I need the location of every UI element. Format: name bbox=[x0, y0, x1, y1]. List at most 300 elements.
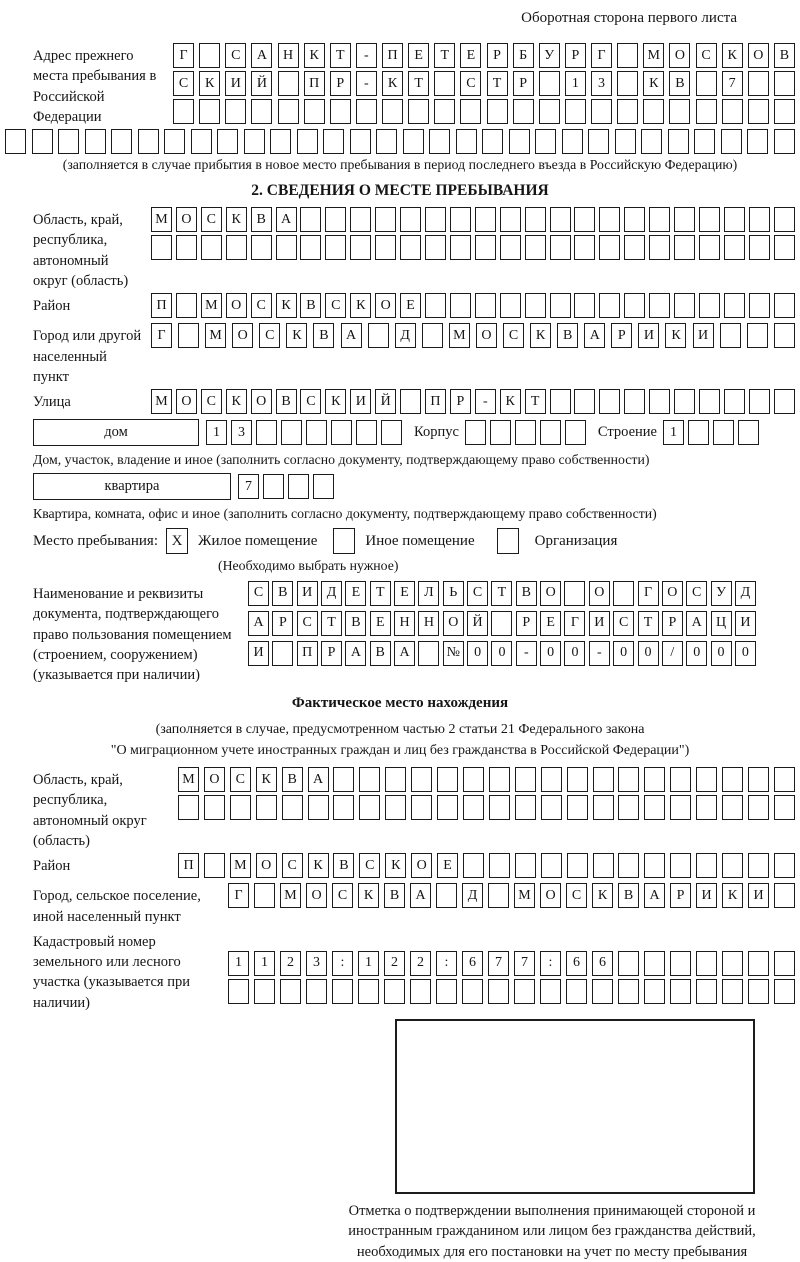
char-cell[interactable]: Е bbox=[437, 853, 458, 878]
char-cell[interactable] bbox=[774, 293, 795, 318]
char-cell[interactable] bbox=[350, 207, 371, 232]
char-cell[interactable]: Г bbox=[638, 581, 659, 606]
char-cell[interactable] bbox=[515, 853, 536, 878]
char-cell[interactable] bbox=[774, 767, 795, 792]
char-cell[interactable]: И bbox=[297, 581, 318, 606]
char-cell[interactable] bbox=[649, 293, 670, 318]
char-cell[interactable]: 0 bbox=[467, 641, 488, 666]
char-cell[interactable]: : bbox=[332, 951, 353, 976]
char-cell[interactable]: И bbox=[735, 611, 756, 636]
char-cell[interactable]: № bbox=[443, 641, 464, 666]
char-cell[interactable] bbox=[774, 99, 795, 124]
char-cell[interactable] bbox=[254, 883, 275, 908]
char-cell[interactable]: А bbox=[308, 767, 329, 792]
char-cell[interactable] bbox=[381, 420, 402, 445]
char-cell[interactable]: И bbox=[748, 883, 769, 908]
char-cell[interactable] bbox=[201, 235, 222, 260]
char-cell[interactable]: - bbox=[516, 641, 537, 666]
char-cell[interactable]: В bbox=[774, 43, 795, 68]
char-cell[interactable] bbox=[515, 420, 536, 445]
char-cell[interactable]: Р bbox=[513, 71, 534, 96]
char-cell[interactable] bbox=[333, 795, 354, 820]
char-cell[interactable]: О bbox=[306, 883, 327, 908]
char-cell[interactable]: К bbox=[385, 853, 406, 878]
char-cell[interactable] bbox=[722, 853, 743, 878]
char-cell[interactable] bbox=[774, 235, 795, 260]
char-cell[interactable] bbox=[599, 235, 620, 260]
char-cell[interactable] bbox=[618, 951, 639, 976]
char-cell[interactable]: С bbox=[259, 323, 280, 348]
char-cell[interactable]: О bbox=[662, 581, 683, 606]
char-cell[interactable] bbox=[230, 795, 251, 820]
char-cell[interactable] bbox=[644, 979, 665, 1004]
char-cell[interactable]: 6 bbox=[462, 951, 483, 976]
char-cell[interactable]: О bbox=[443, 611, 464, 636]
char-cell[interactable] bbox=[410, 979, 431, 1004]
char-cell[interactable]: А bbox=[584, 323, 605, 348]
char-cell[interactable]: 7 bbox=[514, 951, 535, 976]
char-cell[interactable] bbox=[434, 71, 455, 96]
char-cell[interactable] bbox=[450, 293, 471, 318]
char-cell[interactable]: 1 bbox=[663, 420, 684, 445]
char-cell[interactable] bbox=[323, 129, 344, 154]
char-cell[interactable] bbox=[300, 235, 321, 260]
char-cell[interactable]: И bbox=[350, 389, 371, 414]
char-cell[interactable] bbox=[748, 795, 769, 820]
char-cell[interactable] bbox=[331, 420, 352, 445]
char-cell[interactable] bbox=[514, 979, 535, 1004]
char-cell[interactable] bbox=[436, 883, 457, 908]
char-cell[interactable] bbox=[475, 207, 496, 232]
char-cell[interactable]: И bbox=[225, 71, 246, 96]
char-cell[interactable]: 7 bbox=[722, 71, 743, 96]
char-cell[interactable] bbox=[574, 293, 595, 318]
char-cell[interactable] bbox=[540, 979, 561, 1004]
char-cell[interactable]: И bbox=[638, 323, 659, 348]
char-cell[interactable]: В bbox=[272, 581, 293, 606]
char-cell[interactable]: О bbox=[589, 581, 610, 606]
char-cell[interactable] bbox=[624, 389, 645, 414]
char-cell[interactable]: 0 bbox=[613, 641, 634, 666]
char-cell[interactable] bbox=[164, 129, 185, 154]
char-cell[interactable]: Т bbox=[330, 43, 351, 68]
char-cell[interactable] bbox=[176, 235, 197, 260]
char-cell[interactable] bbox=[487, 99, 508, 124]
char-cell[interactable]: К bbox=[382, 71, 403, 96]
char-cell[interactable]: П bbox=[178, 853, 199, 878]
char-cell[interactable] bbox=[748, 951, 769, 976]
char-cell[interactable]: П bbox=[382, 43, 403, 68]
char-cell[interactable]: О bbox=[748, 43, 769, 68]
char-cell[interactable] bbox=[649, 389, 670, 414]
char-cell[interactable] bbox=[288, 474, 309, 499]
char-cell[interactable] bbox=[615, 129, 636, 154]
char-cell[interactable]: К bbox=[226, 389, 247, 414]
char-cell[interactable]: С bbox=[332, 883, 353, 908]
char-cell[interactable]: С bbox=[248, 581, 269, 606]
char-cell[interactable]: 1 bbox=[228, 951, 249, 976]
char-cell[interactable]: Е bbox=[370, 611, 391, 636]
char-cell[interactable] bbox=[668, 129, 689, 154]
char-cell[interactable]: С bbox=[173, 71, 194, 96]
char-cell[interactable] bbox=[32, 129, 53, 154]
char-cell[interactable] bbox=[696, 71, 717, 96]
char-cell[interactable]: Р bbox=[450, 389, 471, 414]
char-cell[interactable] bbox=[280, 979, 301, 1004]
char-cell[interactable] bbox=[617, 99, 638, 124]
char-cell[interactable] bbox=[313, 474, 334, 499]
char-cell[interactable] bbox=[748, 979, 769, 1004]
char-cell[interactable]: С bbox=[566, 883, 587, 908]
char-cell[interactable] bbox=[774, 795, 795, 820]
char-cell[interactable]: М bbox=[151, 389, 172, 414]
char-cell[interactable] bbox=[541, 767, 562, 792]
char-cell[interactable] bbox=[199, 99, 220, 124]
char-cell[interactable] bbox=[376, 129, 397, 154]
char-cell[interactable] bbox=[592, 979, 613, 1004]
char-cell[interactable] bbox=[566, 979, 587, 1004]
char-cell[interactable] bbox=[429, 129, 450, 154]
char-cell[interactable]: Т bbox=[321, 611, 342, 636]
char-cell[interactable] bbox=[254, 979, 275, 1004]
char-cell[interactable] bbox=[550, 207, 571, 232]
char-cell[interactable]: К bbox=[325, 389, 346, 414]
char-cell[interactable] bbox=[724, 207, 745, 232]
char-cell[interactable] bbox=[722, 951, 743, 976]
char-cell[interactable]: И bbox=[248, 641, 269, 666]
apartment-box[interactable]: квартира bbox=[33, 473, 231, 500]
char-cell[interactable]: А bbox=[394, 641, 415, 666]
char-cell[interactable] bbox=[356, 99, 377, 124]
char-cell[interactable]: С bbox=[460, 71, 481, 96]
stay-type-checkbox-organization[interactable] bbox=[497, 528, 519, 554]
char-cell[interactable] bbox=[500, 293, 521, 318]
char-cell[interactable]: К bbox=[304, 43, 325, 68]
char-cell[interactable]: У bbox=[539, 43, 560, 68]
char-cell[interactable] bbox=[226, 235, 247, 260]
char-cell[interactable]: Т bbox=[491, 581, 512, 606]
char-cell[interactable] bbox=[482, 129, 503, 154]
char-cell[interactable]: С bbox=[300, 389, 321, 414]
char-cell[interactable]: 2 bbox=[280, 951, 301, 976]
char-cell[interactable] bbox=[565, 420, 586, 445]
char-cell[interactable] bbox=[618, 795, 639, 820]
char-cell[interactable] bbox=[774, 853, 795, 878]
char-cell[interactable] bbox=[525, 235, 546, 260]
char-cell[interactable]: М bbox=[178, 767, 199, 792]
char-cell[interactable] bbox=[574, 207, 595, 232]
char-cell[interactable]: Ц bbox=[711, 611, 732, 636]
char-cell[interactable] bbox=[500, 207, 521, 232]
char-cell[interactable]: Р bbox=[487, 43, 508, 68]
char-cell[interactable] bbox=[332, 979, 353, 1004]
char-cell[interactable]: В bbox=[345, 611, 366, 636]
char-cell[interactable]: К bbox=[350, 293, 371, 318]
char-cell[interactable]: Ь bbox=[443, 581, 464, 606]
char-cell[interactable]: М bbox=[201, 293, 222, 318]
char-cell[interactable] bbox=[306, 979, 327, 1004]
char-cell[interactable] bbox=[747, 129, 768, 154]
char-cell[interactable] bbox=[669, 99, 690, 124]
char-cell[interactable]: 1 bbox=[358, 951, 379, 976]
char-cell[interactable]: В bbox=[618, 883, 639, 908]
char-cell[interactable]: 6 bbox=[566, 951, 587, 976]
char-cell[interactable]: С bbox=[297, 611, 318, 636]
char-cell[interactable] bbox=[256, 795, 277, 820]
char-cell[interactable] bbox=[617, 43, 638, 68]
char-cell[interactable]: А bbox=[686, 611, 707, 636]
char-cell[interactable] bbox=[699, 293, 720, 318]
char-cell[interactable] bbox=[748, 71, 769, 96]
char-cell[interactable]: М bbox=[280, 883, 301, 908]
char-cell[interactable] bbox=[774, 71, 795, 96]
char-cell[interactable] bbox=[574, 389, 595, 414]
char-cell[interactable]: С bbox=[359, 853, 380, 878]
char-cell[interactable]: С bbox=[201, 207, 222, 232]
char-cell[interactable] bbox=[382, 99, 403, 124]
char-cell[interactable] bbox=[748, 99, 769, 124]
char-cell[interactable] bbox=[509, 129, 530, 154]
char-cell[interactable] bbox=[696, 767, 717, 792]
char-cell[interactable]: : bbox=[540, 951, 561, 976]
char-cell[interactable] bbox=[358, 979, 379, 1004]
char-cell[interactable] bbox=[564, 581, 585, 606]
char-cell[interactable] bbox=[58, 129, 79, 154]
char-cell[interactable] bbox=[400, 235, 421, 260]
char-cell[interactable]: К bbox=[722, 43, 743, 68]
char-cell[interactable] bbox=[747, 323, 768, 348]
char-cell[interactable]: Р bbox=[611, 323, 632, 348]
char-cell[interactable] bbox=[696, 795, 717, 820]
char-cell[interactable] bbox=[204, 853, 225, 878]
char-cell[interactable] bbox=[540, 420, 561, 445]
char-cell[interactable] bbox=[85, 129, 106, 154]
char-cell[interactable] bbox=[425, 235, 446, 260]
char-cell[interactable]: 2 bbox=[384, 951, 405, 976]
char-cell[interactable] bbox=[251, 235, 272, 260]
char-cell[interactable]: С bbox=[613, 611, 634, 636]
char-cell[interactable]: Т bbox=[487, 71, 508, 96]
char-cell[interactable]: : bbox=[436, 951, 457, 976]
char-cell[interactable]: А bbox=[276, 207, 297, 232]
house-box[interactable]: дом bbox=[33, 419, 199, 446]
char-cell[interactable] bbox=[460, 99, 481, 124]
char-cell[interactable] bbox=[276, 235, 297, 260]
char-cell[interactable] bbox=[722, 979, 743, 1004]
char-cell[interactable] bbox=[599, 207, 620, 232]
char-cell[interactable] bbox=[384, 979, 405, 1004]
char-cell[interactable]: Г bbox=[228, 883, 249, 908]
char-cell[interactable] bbox=[178, 323, 199, 348]
char-cell[interactable]: В bbox=[333, 853, 354, 878]
char-cell[interactable]: О bbox=[540, 883, 561, 908]
char-cell[interactable] bbox=[191, 129, 212, 154]
char-cell[interactable]: С bbox=[225, 43, 246, 68]
char-cell[interactable] bbox=[111, 129, 132, 154]
char-cell[interactable]: А bbox=[644, 883, 665, 908]
char-cell[interactable] bbox=[251, 99, 272, 124]
char-cell[interactable] bbox=[724, 293, 745, 318]
char-cell[interactable] bbox=[724, 389, 745, 414]
char-cell[interactable]: К bbox=[286, 323, 307, 348]
char-cell[interactable] bbox=[670, 767, 691, 792]
char-cell[interactable] bbox=[699, 389, 720, 414]
char-cell[interactable] bbox=[649, 207, 670, 232]
char-cell[interactable]: М bbox=[514, 883, 535, 908]
char-cell[interactable] bbox=[613, 581, 634, 606]
char-cell[interactable] bbox=[618, 767, 639, 792]
char-cell[interactable]: - bbox=[589, 641, 610, 666]
char-cell[interactable] bbox=[297, 129, 318, 154]
char-cell[interactable]: О bbox=[411, 853, 432, 878]
char-cell[interactable] bbox=[599, 293, 620, 318]
char-cell[interactable]: Д bbox=[735, 581, 756, 606]
char-cell[interactable] bbox=[325, 235, 346, 260]
char-cell[interactable] bbox=[525, 293, 546, 318]
char-cell[interactable] bbox=[356, 420, 377, 445]
char-cell[interactable]: К bbox=[500, 389, 521, 414]
char-cell[interactable] bbox=[599, 389, 620, 414]
char-cell[interactable]: Р bbox=[321, 641, 342, 666]
char-cell[interactable] bbox=[720, 323, 741, 348]
char-cell[interactable]: С bbox=[325, 293, 346, 318]
char-cell[interactable]: Е bbox=[460, 43, 481, 68]
char-cell[interactable] bbox=[644, 951, 665, 976]
char-cell[interactable]: В bbox=[251, 207, 272, 232]
char-cell[interactable] bbox=[199, 43, 220, 68]
char-cell[interactable] bbox=[624, 207, 645, 232]
char-cell[interactable] bbox=[644, 795, 665, 820]
char-cell[interactable] bbox=[456, 129, 477, 154]
char-cell[interactable] bbox=[272, 641, 293, 666]
char-cell[interactable] bbox=[359, 767, 380, 792]
char-cell[interactable]: О bbox=[232, 323, 253, 348]
char-cell[interactable]: Н bbox=[278, 43, 299, 68]
char-cell[interactable]: 1 bbox=[206, 420, 227, 445]
char-cell[interactable] bbox=[488, 883, 509, 908]
char-cell[interactable] bbox=[385, 795, 406, 820]
char-cell[interactable]: К bbox=[358, 883, 379, 908]
char-cell[interactable]: В bbox=[516, 581, 537, 606]
char-cell[interactable] bbox=[696, 979, 717, 1004]
char-cell[interactable]: С bbox=[251, 293, 272, 318]
char-cell[interactable]: 0 bbox=[540, 641, 561, 666]
char-cell[interactable] bbox=[748, 767, 769, 792]
char-cell[interactable] bbox=[490, 420, 511, 445]
char-cell[interactable] bbox=[688, 420, 709, 445]
char-cell[interactable]: В bbox=[384, 883, 405, 908]
char-cell[interactable]: М bbox=[643, 43, 664, 68]
char-cell[interactable] bbox=[450, 235, 471, 260]
char-cell[interactable] bbox=[228, 979, 249, 1004]
char-cell[interactable] bbox=[641, 129, 662, 154]
char-cell[interactable]: Г bbox=[173, 43, 194, 68]
char-cell[interactable] bbox=[330, 99, 351, 124]
char-cell[interactable]: - bbox=[356, 71, 377, 96]
char-cell[interactable]: Р bbox=[272, 611, 293, 636]
char-cell[interactable]: Й bbox=[467, 611, 488, 636]
char-cell[interactable] bbox=[722, 767, 743, 792]
char-cell[interactable] bbox=[674, 235, 695, 260]
char-cell[interactable]: Н bbox=[418, 611, 439, 636]
char-cell[interactable] bbox=[308, 795, 329, 820]
char-cell[interactable]: О bbox=[256, 853, 277, 878]
char-cell[interactable]: Й bbox=[375, 389, 396, 414]
char-cell[interactable] bbox=[617, 71, 638, 96]
char-cell[interactable]: Т bbox=[525, 389, 546, 414]
char-cell[interactable]: И bbox=[696, 883, 717, 908]
char-cell[interactable] bbox=[244, 129, 265, 154]
char-cell[interactable]: В bbox=[282, 767, 303, 792]
char-cell[interactable] bbox=[515, 795, 536, 820]
char-cell[interactable]: К bbox=[199, 71, 220, 96]
char-cell[interactable] bbox=[774, 389, 795, 414]
char-cell[interactable] bbox=[422, 323, 443, 348]
char-cell[interactable] bbox=[463, 853, 484, 878]
char-cell[interactable]: К bbox=[226, 207, 247, 232]
char-cell[interactable] bbox=[696, 99, 717, 124]
char-cell[interactable] bbox=[437, 795, 458, 820]
char-cell[interactable] bbox=[450, 207, 471, 232]
char-cell[interactable] bbox=[350, 129, 371, 154]
char-cell[interactable] bbox=[774, 883, 795, 908]
char-cell[interactable] bbox=[670, 795, 691, 820]
char-cell[interactable] bbox=[515, 767, 536, 792]
char-cell[interactable] bbox=[178, 795, 199, 820]
char-cell[interactable] bbox=[489, 795, 510, 820]
char-cell[interactable] bbox=[644, 853, 665, 878]
char-cell[interactable] bbox=[475, 293, 496, 318]
char-cell[interactable] bbox=[550, 235, 571, 260]
char-cell[interactable]: Г bbox=[591, 43, 612, 68]
char-cell[interactable] bbox=[465, 420, 486, 445]
char-cell[interactable] bbox=[591, 99, 612, 124]
char-cell[interactable]: 0 bbox=[735, 641, 756, 666]
char-cell[interactable]: Е bbox=[408, 43, 429, 68]
char-cell[interactable] bbox=[649, 235, 670, 260]
char-cell[interactable] bbox=[670, 951, 691, 976]
char-cell[interactable] bbox=[593, 767, 614, 792]
stay-type-checkbox-residential[interactable]: X bbox=[166, 528, 188, 554]
char-cell[interactable]: В bbox=[669, 71, 690, 96]
char-cell[interactable] bbox=[699, 235, 720, 260]
char-cell[interactable] bbox=[437, 767, 458, 792]
char-cell[interactable] bbox=[749, 207, 770, 232]
char-cell[interactable]: П bbox=[304, 71, 325, 96]
char-cell[interactable]: - bbox=[356, 43, 377, 68]
char-cell[interactable] bbox=[624, 293, 645, 318]
char-cell[interactable] bbox=[434, 99, 455, 124]
char-cell[interactable]: / bbox=[662, 641, 683, 666]
char-cell[interactable] bbox=[304, 99, 325, 124]
char-cell[interactable] bbox=[488, 979, 509, 1004]
char-cell[interactable] bbox=[489, 853, 510, 878]
char-cell[interactable]: 1 bbox=[565, 71, 586, 96]
char-cell[interactable] bbox=[674, 293, 695, 318]
stay-type-checkbox-other[interactable] bbox=[333, 528, 355, 554]
char-cell[interactable] bbox=[225, 99, 246, 124]
char-cell[interactable] bbox=[670, 979, 691, 1004]
char-cell[interactable] bbox=[278, 99, 299, 124]
char-cell[interactable] bbox=[674, 389, 695, 414]
char-cell[interactable] bbox=[306, 420, 327, 445]
char-cell[interactable]: К bbox=[643, 71, 664, 96]
char-cell[interactable]: 0 bbox=[564, 641, 585, 666]
char-cell[interactable] bbox=[350, 235, 371, 260]
char-cell[interactable] bbox=[562, 129, 583, 154]
char-cell[interactable]: 7 bbox=[488, 951, 509, 976]
char-cell[interactable]: С bbox=[686, 581, 707, 606]
